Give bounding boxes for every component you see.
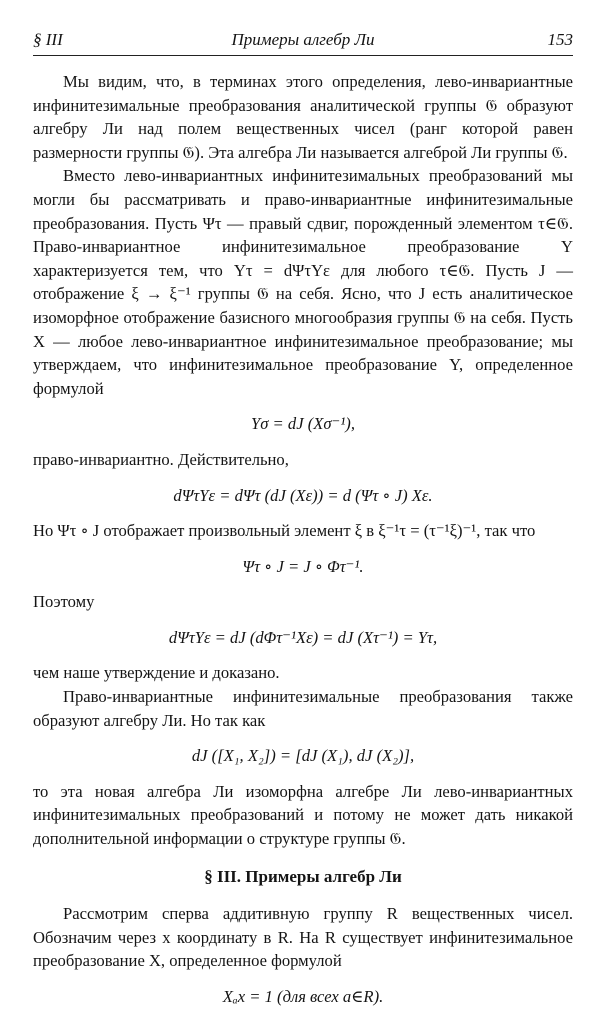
section-heading: § III. Примеры алгебр Ли — [204, 866, 402, 886]
formula-3: Ψτ ∘ J = J ∘ Φτ⁻¹. — [242, 556, 364, 576]
paragraph-3: право-инвариантно. Действительно, — [33, 449, 289, 469]
paragraph-6: чем наше утверждение и доказано. — [33, 663, 280, 683]
formula-4: dΨτYε = dJ (dΦτ⁻¹Xε) = dJ (Xτ⁻¹) = Yτ, — [168, 627, 438, 647]
paragraph-5: Поэтому — [33, 592, 95, 612]
paragraph-1: Мы видим, что, в терминах этого определения, лево-инвариантные инфинитезимальные преобразования аналитической группы 𝔊 образуют алгебру Ли над полем вещественных чисел (ранг которой равен размерности группы 𝔊). Эта алгебра Ли называется алгеброй Ли группы 𝔊. — [33, 72, 573, 162]
formula-6: Xₐx = 1 (для всех a∈R). — [222, 987, 384, 1006]
paragraph-7: Право-инвариантные инфинитезимальные преобразования также образуют алгебру Ли. Но так как — [33, 687, 573, 730]
running-header — [33, 30, 573, 56]
formula-2: dΨτYε = dΨτ (dJ (Xε)) = d (Ψτ ∘ J) Xε. — [173, 485, 433, 505]
paragraph-8: то эта новая алгебра Ли изоморфна алгебре Ли лево-инвариантных инфинитезимальных преобразований и потому не может дать никакой дополнительной информации о структуре группы 𝔊. — [33, 781, 573, 849]
paragraph-9: Рассмотрим сперва аддитивную группу R вещественных чисел. Обозначим через x координату в R. На R существует инфинитезимальное преобразование X, определенное формулой — [33, 904, 573, 971]
paragraph-2: Вместо лево-инвариантных инфинитезимальных преобразований мы могли бы рассматривать и право-инвариантные инфинитезимальные преобразования. Пусть Ψτ — правый сдвиг, порожденный элементом τ∈𝔊. Право-инвариантное инфинитезимальное преобразование Y характеризуется тем, что Yτ = dΨτYε для любого τ∈𝔊. Пусть J — отображение ξ → ξ⁻¹ группы 𝔊 на себя. Ясно, что J есть аналитическое изоморфное отображение базисного многообразия группы 𝔊 на себя. Пусть X — любое лево-инвариантное инфинитезимальное преобразование; мы утверждаем, что инфинитезимальное преобразование Y, определенное формулой — [33, 166, 573, 398]
formula-1: Yσ = dJ (Xσ⁻¹), — [251, 414, 355, 434]
page-body — [33, 70, 573, 1021]
header-rule — [33, 55, 573, 56]
formula-5: dJ ([X₁, X₂]) = [dJ (X₁), dJ (X₂)], — [191, 746, 415, 766]
page-number: 153 — [547, 30, 573, 49]
header-section: § III — [33, 30, 63, 49]
paragraph-4: Но Ψτ ∘ J отображает произвольный элемент ξ в ξ⁻¹τ = (τ⁻¹ξ)⁻¹, так что — [33, 521, 536, 541]
header-title: Примеры алгебр Ли — [231, 30, 375, 49]
